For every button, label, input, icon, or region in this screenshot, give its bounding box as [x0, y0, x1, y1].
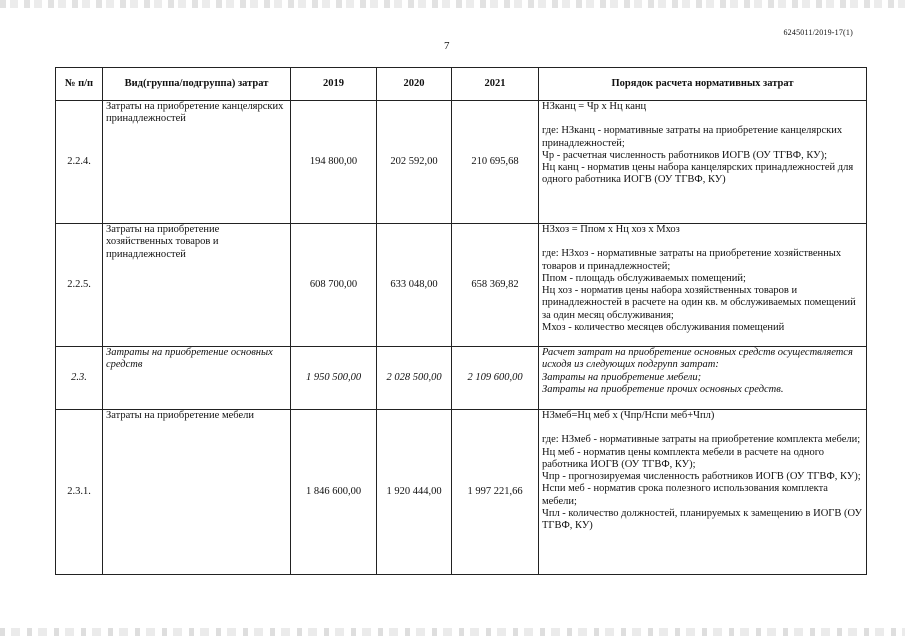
calculation-cell	[539, 101, 867, 224]
page-number: 7	[444, 40, 450, 52]
definition-line: Затраты на приобретение прочих основных средств.	[542, 383, 784, 395]
formula: НЗхоз = Ппом х Нц хоз х Мхоз	[542, 224, 680, 235]
value-2019: 608 700,00	[291, 224, 377, 347]
value-2021: 658 369,82	[452, 224, 539, 347]
row-number: 2.2.4.	[56, 101, 103, 224]
column-header-expense-type: Вид(группа/подгруппа) затрат	[103, 68, 291, 101]
value-2020: 2 028 500,00	[377, 347, 452, 410]
definition-line: Мхоз - количество месяцев обслуживания помещений	[542, 322, 785, 334]
definition-line: где: НЗхоз - нормативные затраты на приобретение хозяйственных товаров и принадлежностей;	[542, 248, 842, 272]
value-2020: 633 048,00	[377, 224, 452, 347]
column-header-2020: 2020	[377, 68, 452, 101]
definition-line: Нц канц - норматив цены набора канцелярских принадлежностей для одного работника ИОГВ (ОУ ТГВФ, КУ)	[542, 162, 854, 186]
row-number: 2.3.	[56, 347, 103, 410]
definition-line: где: НЗканц - нормативные затраты на приобретение канцелярских принадлежностей;	[542, 125, 843, 149]
row-number: 2.3.1.	[56, 410, 103, 575]
definition-line: Затраты на приобретение мебели;	[542, 371, 702, 383]
table-row	[56, 101, 867, 224]
document-code: 6245011/2019-17(1)	[783, 28, 853, 37]
expense-name: Затраты на приобретение канцелярских принадлежностей	[103, 101, 291, 224]
column-header-2019: 2019	[291, 68, 377, 101]
table-row	[56, 224, 867, 347]
scan-edge-top	[0, 0, 905, 8]
value-2021: 2 109 600,00	[452, 347, 539, 410]
value-2019: 194 800,00	[291, 101, 377, 224]
expense-name: Затраты на приобретение хозяйственных товаров и принадлежностей	[103, 224, 291, 347]
column-header-calculation: Порядок расчета нормативных затрат	[539, 68, 867, 101]
column-header-2021: 2021	[452, 68, 539, 101]
value-2020: 1 920 444,00	[377, 410, 452, 575]
definition-line: Чр - расчетная численность работников ИОГВ (ОУ ТГВФ, КУ);	[542, 149, 827, 161]
value-2019: 1 950 500,00	[291, 347, 377, 410]
definition-line: Ппом - площадь обслуживаемых помещений;	[542, 272, 746, 284]
row-number: 2.2.5.	[56, 224, 103, 347]
definition-line: Нц хоз - норматив цены набора хозяйственных товаров и принадлежностей в расчете на один кв. м обслуживаемых помещений за один месяц обслуживания;	[542, 285, 856, 321]
expense-table	[55, 67, 867, 575]
expense-name: Затраты на приобретение мебели	[103, 410, 291, 575]
value-2021: 1 997 221,66	[452, 410, 539, 575]
value-2019: 1 846 600,00	[291, 410, 377, 575]
table-header-row	[56, 68, 867, 101]
definition-line: Расчет затрат на приобретение основных средств осуществляется исходя из следующих подгрупп затрат:	[542, 347, 853, 371]
calculation-cell	[539, 410, 867, 575]
table-row	[56, 410, 867, 575]
calculation-cell	[539, 224, 867, 347]
formula: НЗмеб=Нц меб х (Чпр/Нспи меб+Чпл)	[542, 410, 715, 421]
value-2021: 210 695,68	[452, 101, 539, 224]
formula: НЗканц = Чр х Нц канц	[542, 101, 647, 112]
definition-line: Нц меб - норматив цены комплекта мебели в расчете на одного работника ИОГВ (ОУ ТГВФ, КУ);	[542, 446, 825, 470]
definition-line: Чпр - прогнозируемая численность работников ИОГВ (ОУ ТГВФ, КУ);	[542, 471, 861, 483]
table-row	[56, 347, 867, 410]
definition-line: Нспи меб - норматив срока полезного использования комплекта мебели;	[542, 483, 828, 507]
expense-name: Затраты на приобретение основных средств	[103, 347, 291, 410]
scan-edge-bottom	[0, 628, 905, 636]
definition-line: где: НЗмеб - нормативные затраты на приобретение комплекта мебели;	[542, 434, 861, 446]
calculation-cell	[539, 347, 867, 410]
definition-line: Чпл - количество должностей, планируемых к замещению в ИОГВ (ОУ ТГВФ, КУ)	[542, 508, 862, 532]
value-2020: 202 592,00	[377, 101, 452, 224]
column-header-number: № п/п	[56, 68, 103, 101]
